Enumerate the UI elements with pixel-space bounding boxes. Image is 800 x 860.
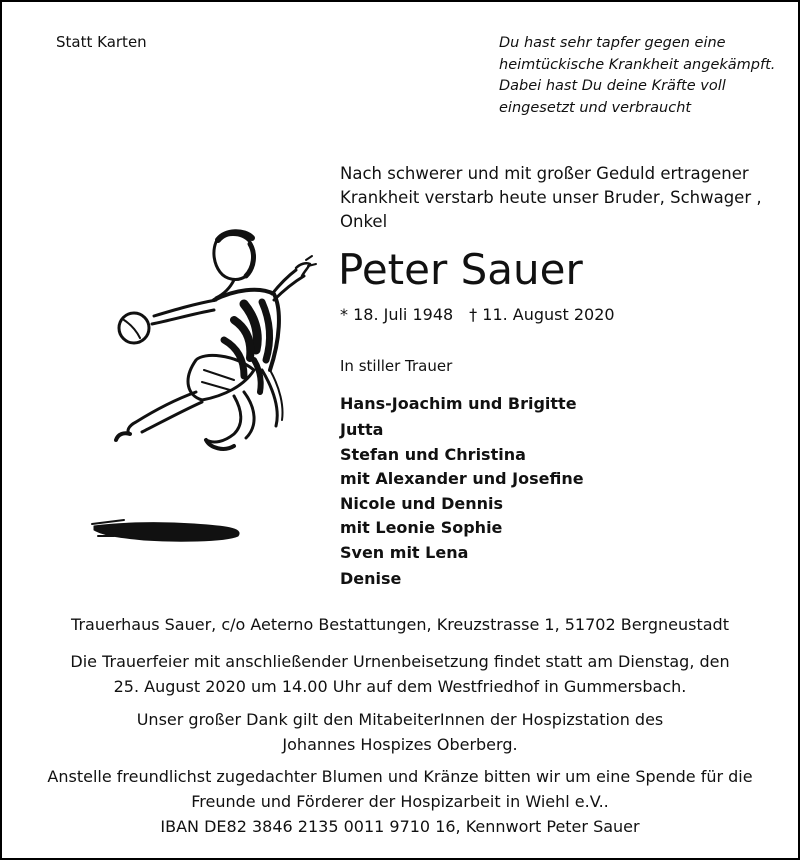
family-group (340, 541, 584, 565)
family-group (340, 392, 584, 416)
family-member: Stefan und Christina (340, 445, 526, 464)
family-member: Hans-Joachim und Brigitte (340, 394, 577, 413)
family-group (340, 492, 584, 539)
poem-line: eingesetzt und verbraucht (499, 99, 692, 116)
donation-iban: IBAN DE82 3846 2135 0011 9710 16, Kennwort Peter Sauer (160, 817, 640, 836)
ceremony-info (2, 649, 798, 699)
handball-player-sketch-icon (84, 220, 324, 565)
family-group (340, 567, 584, 591)
intro-line: Onkel (340, 212, 388, 231)
mourning-house-address: Trauerhaus Sauer, c/o Aeterno Bestattungen, Kreuzstrasse 1, 51702 Bergneustadt (71, 615, 729, 634)
statt-karten-label: Statt Karten (56, 33, 147, 51)
death-announcement-text (340, 162, 762, 234)
donation-line: Anstelle freundlichst zugedachter Blumen und Kränze bitten wir um eine Spende für die (47, 767, 753, 786)
family-member: Nicole und Dennis (340, 494, 503, 513)
poem-line: Dabei hast Du deine Kräfte voll (499, 78, 726, 94)
family-member: mit Leonie Sophie (340, 517, 503, 537)
donation-line: Freunde und Förderer der Hospizarbeit in Wiehl e.V.. (191, 792, 609, 811)
family-group (340, 418, 584, 442)
family-list (340, 392, 584, 592)
intro-line: Krankheit verstarb heute unser Bruder, Schwager , (340, 188, 762, 207)
family-group (340, 443, 584, 490)
donation-request (2, 764, 798, 839)
family-member: Denise (340, 568, 402, 588)
deceased-name: Peter Sauer (338, 245, 583, 294)
mourning-heading: In stiller Trauer (340, 357, 453, 375)
birth-date: * 18. Juli 1948 (340, 305, 454, 324)
intro-line: Nach schwerer und mit großer Geduld ertragener (340, 164, 749, 183)
poem-line: Du hast sehr tapfer gegen eine (499, 35, 726, 51)
thanks-note (2, 707, 798, 757)
family-member: Jutta (340, 419, 384, 439)
life-dates (340, 305, 615, 324)
ceremony-line: Die Trauerfeier mit anschließender Urnenbeisetzung findet statt am Dienstag, den (70, 652, 730, 671)
thanks-line: Unser großer Dank gilt den MitabeiterInnen der Hospizstation des (136, 710, 664, 729)
family-member: mit Alexander und Josefine (340, 468, 584, 488)
thanks-line: Johannes Hospizes Oberberg. (282, 735, 518, 754)
death-date: † 11. August 2020 (469, 305, 615, 324)
memorial-poem (499, 33, 775, 119)
ceremony-line: 25. August 2020 um 14.00 Uhr auf dem Westfriedhof in Gummersbach. (113, 677, 687, 696)
family-member: Sven mit Lena (340, 543, 469, 562)
poem-line: heimtückische Krankheit angekämpft. (499, 56, 776, 73)
